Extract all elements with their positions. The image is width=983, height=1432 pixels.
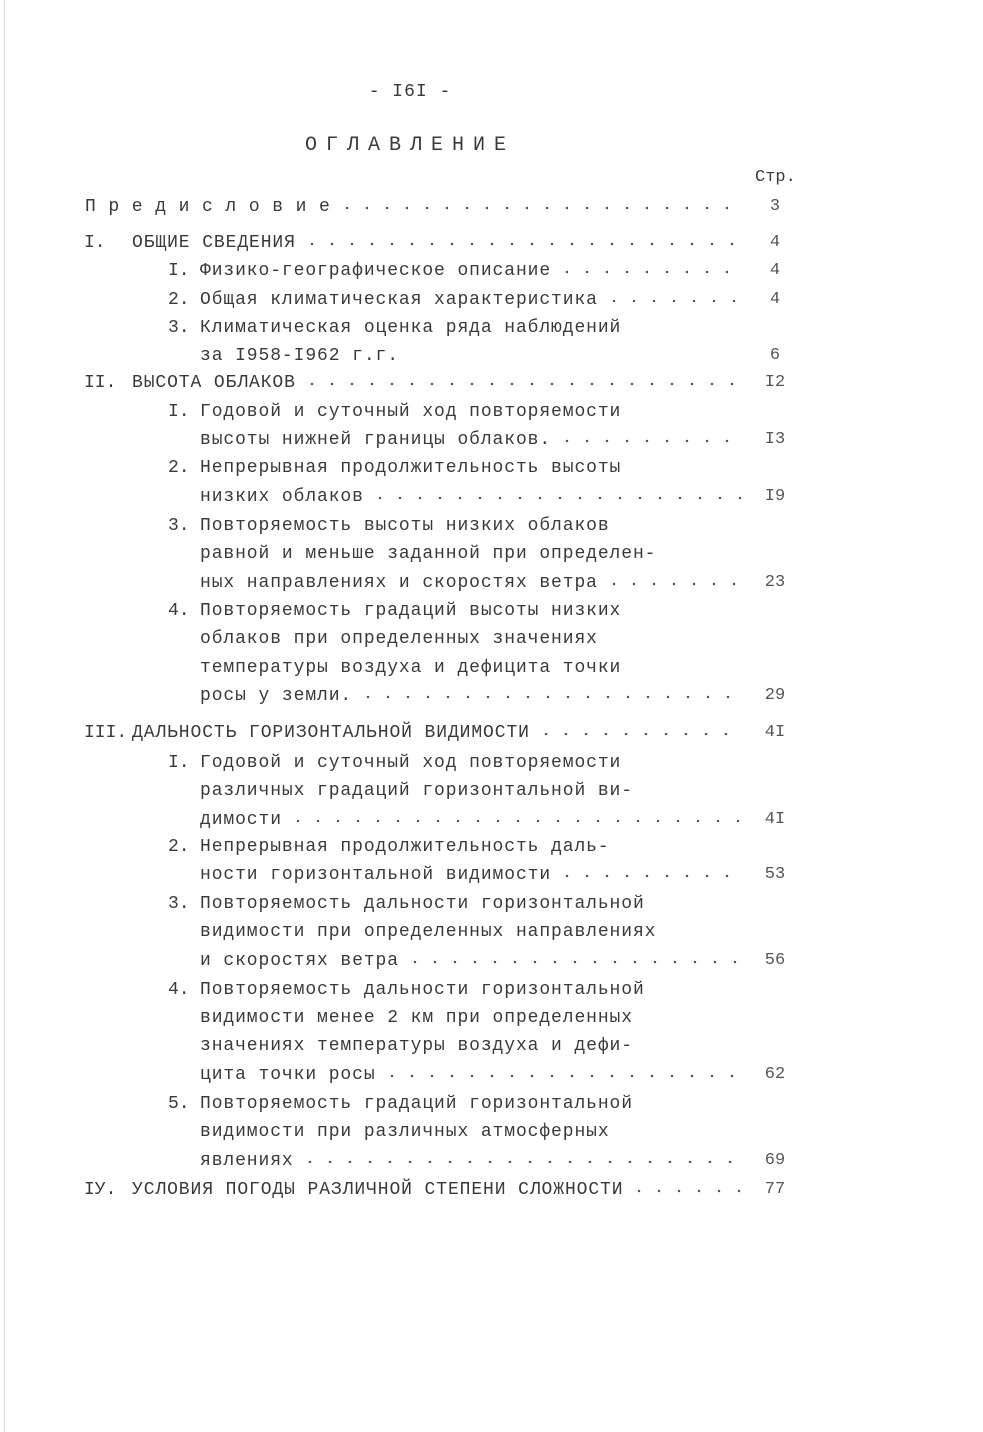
toc-entry-line: [200, 514, 610, 538]
toc-entry-line: [200, 400, 621, 424]
toc-entry-line: [132, 1178, 750, 1202]
toc-entry-page: I9: [764, 487, 786, 506]
toc-entry-text: УСЛОВИЯ ПОГОДЫ РАЗЛИЧНОЙ СТЕПЕНИ СЛОЖНОСТИ: [132, 1180, 624, 1200]
toc-entry-number: 3.: [168, 318, 190, 338]
dot-leader: [358, 686, 744, 700]
dot-leader: [405, 951, 744, 965]
toc-entry-line: [200, 542, 656, 566]
toc-entry-page: 56: [764, 951, 786, 970]
dot-leader: [382, 1065, 744, 1079]
toc-entry-line: [200, 599, 621, 623]
toc-entry-number: 4.: [168, 601, 190, 621]
toc-entry-number: I.: [168, 402, 190, 422]
toc-entry-line: [200, 1092, 633, 1116]
toc-entry-text: различных градаций горизонтальной ви-: [200, 781, 633, 801]
toc-entry-text: ДАЛЬНОСТЬ ГОРИЗОНТАЛЬНОЙ ВИДИМОСТИ: [132, 723, 530, 743]
toc-entry-text: росы у земли.: [200, 686, 353, 706]
toc-entry-line: [200, 835, 610, 859]
dot-leader: [536, 723, 744, 737]
toc-entry-text: высоты нижней границы облаков.: [200, 430, 552, 450]
toc-entry-line: [200, 808, 750, 832]
dot-leader: [557, 430, 744, 444]
toc-entry-line: [200, 1149, 750, 1173]
toc-entry-text: Непрерывная продолжительность высоты: [200, 458, 622, 478]
toc-entry-number: 5.: [168, 1094, 190, 1114]
toc-entry-line: [200, 949, 750, 973]
toc-entry-text: равной и меньше заданной при определен-: [200, 544, 657, 564]
toc-entry-line: [200, 779, 633, 803]
toc-entry-page: 62: [764, 1065, 786, 1084]
page-number: - I6I -: [368, 82, 452, 102]
toc-entry-text: и скоростях ветра: [200, 951, 399, 971]
toc-entry-line: [200, 920, 656, 944]
toc-entry-page: 29: [764, 686, 786, 705]
scan-edge-line: [4, 0, 5, 1432]
toc-entry-text: видимости при определенных направлениях: [200, 922, 657, 942]
dot-leader: [604, 573, 744, 587]
toc-entry-text: ных направлениях и скоростях ветра: [200, 573, 598, 593]
toc-entry-number: 3.: [168, 516, 190, 536]
toc-entry-line: [200, 1034, 633, 1058]
toc-entry-text: Повторяемость высоты низких облаков: [200, 516, 610, 536]
toc-entry-text: облаков при определенных значениях: [200, 629, 598, 649]
toc-entry-text: цита точки росы: [200, 1065, 376, 1085]
dot-leader: [337, 197, 744, 211]
dot-leader: [557, 261, 744, 275]
toc-entry-text: Годовой и суточный ход повторяемости: [200, 402, 622, 422]
toc-entry-number: I.: [168, 261, 190, 281]
toc-entry-text: П р е д и с л о в и е: [85, 197, 331, 217]
toc-entry-line: [200, 751, 621, 775]
toc-entry-line: [132, 231, 750, 255]
toc-entry-line: [200, 428, 750, 452]
toc-entry-number: I.: [168, 753, 190, 773]
toc-entry-text: Непрерывная продолжительность даль-: [200, 837, 610, 857]
toc-entry-number: I.: [84, 233, 106, 253]
dot-leader: [629, 1180, 744, 1194]
toc-entry-text: значениях температуры воздуха и дефи-: [200, 1036, 633, 1056]
toc-entry-text: Общая климатическая характеристика: [200, 290, 598, 310]
toc-entry-line: [200, 863, 750, 887]
toc-entry-page: I2: [764, 373, 786, 392]
toc-entry-number: IУ.: [84, 1180, 117, 1200]
toc-entry-line: [200, 1063, 750, 1087]
dot-leader: [288, 810, 744, 824]
toc-entry-number: 2.: [168, 837, 190, 857]
toc-entry-line: [200, 1120, 610, 1144]
dot-leader: [300, 1151, 744, 1165]
toc-entry-page: 6: [769, 346, 781, 365]
toc-entry-text: явлениях: [200, 1151, 294, 1171]
toc-entry-text: ности горизонтальной видимости: [200, 865, 552, 885]
toc-entry-number: III.: [84, 723, 128, 743]
toc-entry-text: ВЫСОТА ОБЛАКОВ: [132, 373, 296, 393]
toc-entry-number: 2.: [168, 458, 190, 478]
toc-entry-line: [200, 344, 750, 368]
toc-entry-number: 3.: [168, 894, 190, 914]
toc-entry-page: 53: [764, 865, 786, 884]
page-title: ОГЛАВЛЕНИЕ: [304, 134, 516, 157]
toc-entry-line: [200, 1006, 633, 1030]
toc-entry-page: 77: [764, 1180, 786, 1199]
dot-leader: [370, 487, 744, 501]
toc-entry-text: Повторяемость градаций горизонтальной: [200, 1094, 633, 1114]
toc-entry-number: 2.: [168, 290, 190, 310]
toc-entry-page: 4I: [764, 723, 786, 742]
toc-entry-line: [200, 627, 598, 651]
toc-entry-text: Повторяемость дальности горизонтальной: [200, 894, 645, 914]
toc-entry-number: II.: [84, 373, 117, 393]
toc-entry-text: димости: [200, 810, 282, 830]
toc-entry-page: 4I: [764, 810, 786, 829]
toc-entry-text: температуры воздуха и дефицита точки: [200, 658, 622, 678]
toc-entry-text: низких облаков: [200, 487, 364, 507]
toc-entry-text: Годовой и суточный ход повторяемости: [200, 753, 622, 773]
toc-entry-text: Физико-географическое описание: [200, 261, 552, 281]
toc-entry-line: [132, 721, 750, 745]
toc-entry-page: 69: [764, 1151, 786, 1170]
toc-entry-text: ОБЩИЕ СВЕДЕНИЯ: [132, 233, 296, 253]
toc-entry-line: [200, 656, 621, 680]
toc-entry-line: [200, 288, 750, 312]
toc-entry-line: [200, 485, 750, 509]
toc-entry-page: 4: [769, 233, 781, 252]
toc-entry-page: 3: [769, 197, 781, 216]
toc-entry-line: [132, 371, 750, 395]
toc-entry-line: [200, 978, 645, 1002]
toc-entry-line: [200, 456, 621, 480]
toc-entry-line: [200, 684, 750, 708]
toc-entry-page: 4: [769, 261, 781, 280]
dot-leader: [604, 290, 744, 304]
toc-entry-line: [85, 195, 750, 219]
toc-entry-line: [200, 316, 621, 340]
toc-entry-text: Климатическая оценка ряда наблюдений: [200, 318, 622, 338]
toc-entry-line: [200, 259, 750, 283]
dot-leader: [302, 233, 744, 247]
dot-leader: [557, 865, 744, 879]
toc-entry-text: Повторяемость дальности горизонтальной: [200, 980, 645, 1000]
toc-entry-text: видимости менее 2 км при определенных: [200, 1008, 633, 1028]
toc-entry-number: 4.: [168, 980, 190, 1000]
toc-entry-page: I3: [764, 430, 786, 449]
toc-entry-text: видимости при различных атмосферных: [200, 1122, 610, 1142]
toc-entry-line: [200, 892, 645, 916]
toc-entry-line: [200, 571, 750, 595]
page-column-label: Стр.: [755, 168, 796, 187]
toc-entry-text: Повторяемость градаций высоты низких: [200, 601, 622, 621]
toc-entry-page: 23: [764, 573, 786, 592]
toc-entry-page: 4: [769, 290, 781, 309]
toc-entry-text: за I958-I962 г.г.: [200, 346, 399, 366]
dot-leader: [302, 373, 744, 387]
